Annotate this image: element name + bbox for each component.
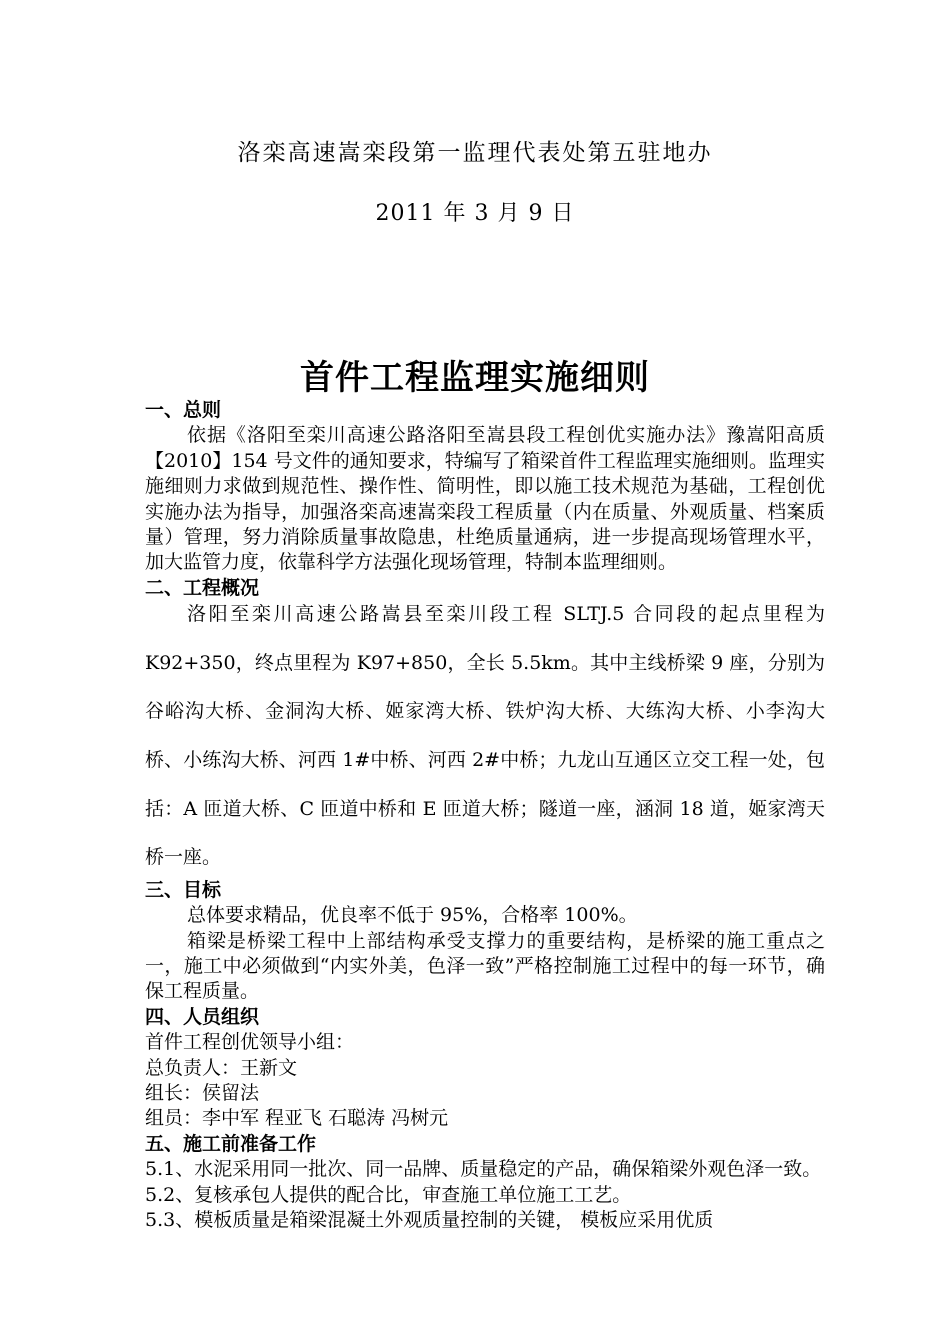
document-title: 首件工程监理实施细则 xyxy=(300,358,650,398)
section-heading-general: 一、总则 xyxy=(145,399,222,421)
section-heading-personnel: 四、人员组织 xyxy=(145,1005,260,1028)
preparation-item: 5.1、水泥采用同一批次、同一品牌、质量稳定的产品，确保箱梁外观色泽一致。 xyxy=(145,1158,822,1181)
preparation-item: 5.3、模板质量是箱梁混凝土外观质量控制的关键， 模板应采用优质 xyxy=(145,1209,714,1232)
preparation-item: 5.2、复核承包人提供的配合比，审查施工单位施工工艺。 xyxy=(145,1183,632,1206)
personnel-line: 首件工程创优领导小组： xyxy=(145,1031,355,1054)
general-paragraph: 依据《洛阳至栾川高速公路洛阳至嵩县段工程创优实施办法》豫嵩阳高质【2010】154 号文件的通知要求，特编写了箱梁首件工程监理实施细则。监理实施细则力求做到规范性、操作性、简明性，即以施工技术规范为基础，工程创优实施办法为指导，加强洛栾高速嵩栾段工程质量（内在质量、外观质量、档案质量）管理，努力消除质量事故隐患，杜绝质量通病，进一步提高现场管理水平，加大监管力度，依靠科学方法强化现场管理，特制本监理细则。 xyxy=(145,424,825,574)
section-heading-overview: 二、工程概况 xyxy=(145,576,260,599)
document-body xyxy=(145,398,825,1234)
goals-paragraph-2: 箱梁是桥梁工程中上部结构承受支撑力的重要结构，是桥梁的施工重点之一，施工中必须做到“内实外美，色泽一致”严格控制施工过程中的每一环节，确保工程质量。 xyxy=(145,929,825,1003)
section-heading-goals: 三、目标 xyxy=(145,878,222,901)
document-date: 2011 年 3 月 9 日 xyxy=(375,201,575,226)
personnel-line: 组长：侯留法 xyxy=(145,1082,260,1105)
personnel-line: 总负责人：王新文 xyxy=(145,1056,298,1079)
personnel-line: 组员：李中军 程亚飞 石聪涛 冯树元 xyxy=(145,1107,449,1130)
goals-paragraph-1: 总体要求精品，优良率不低于 95%，合格率 100%。 xyxy=(187,904,638,927)
overview-paragraph: 洛阳至栾川高速公路嵩县至栾川段工程 SLTJ.5 合同段的起点里程为 K92+350，终点里程为 K97+850，全长 5.5km。其中主线桥梁 9 座，分别为谷峪沟大桥、金洞沟大桥、姬家湾大桥、铁炉沟大桥、大练沟大桥、小李沟大桥、小练沟大桥、河西 1#中桥、河西 2#中桥；九龙山互通区立交工程一处，包括：A 匝道大桥、C 匝道中桥和 E 匝道大桥；隧道一座，涵洞 18 道，姬家湾天桥一座。 xyxy=(145,603,825,869)
organization-header: 洛栾高速嵩栾段第一监理代表处第五驻地办 xyxy=(237,140,713,166)
section-heading-preparation: 五、施工前准备工作 xyxy=(145,1132,317,1155)
